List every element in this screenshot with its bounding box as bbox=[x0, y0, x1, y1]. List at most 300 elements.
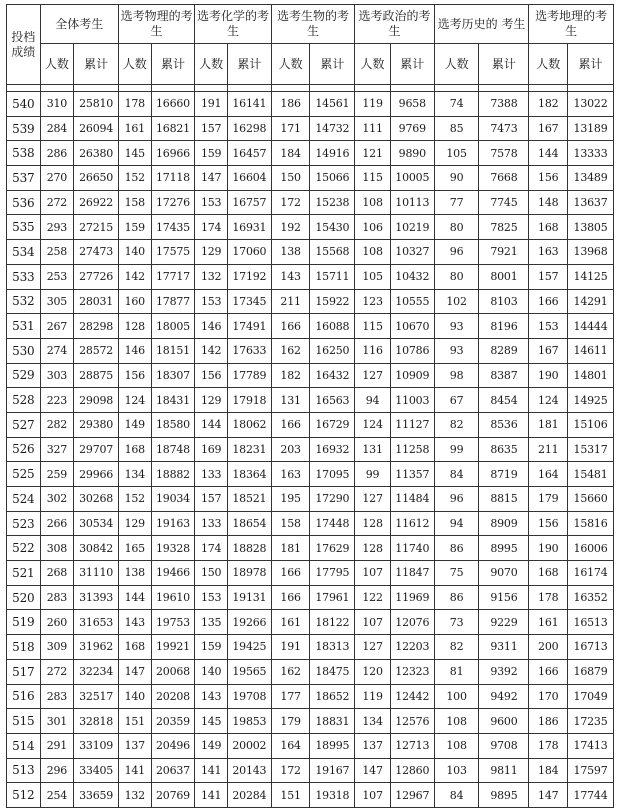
cumulative-cell: 17235 bbox=[568, 709, 614, 734]
cumulative-cell: 9895 bbox=[479, 783, 529, 808]
count-cell: 120 bbox=[355, 659, 391, 684]
count-cell: 167 bbox=[529, 116, 568, 141]
cumulative-cell: 18313 bbox=[310, 635, 355, 660]
sub-header-cumulative: 累计 bbox=[74, 44, 119, 85]
cumulative-cell: 7668 bbox=[479, 166, 529, 191]
count-cell: 161 bbox=[529, 610, 568, 635]
count-cell: 157 bbox=[529, 264, 568, 289]
count-cell: 124 bbox=[119, 388, 152, 413]
cumulative-cell: 12860 bbox=[390, 758, 434, 783]
table-row bbox=[7, 462, 614, 487]
count-cell: 107 bbox=[355, 610, 391, 635]
cumulative-cell: 27473 bbox=[74, 240, 119, 265]
group-header-politics: 选考政治的考生 bbox=[355, 5, 434, 44]
cumulative-cell: 10005 bbox=[390, 166, 434, 191]
count-cell: 167 bbox=[529, 338, 568, 363]
count-cell: 211 bbox=[271, 289, 310, 314]
count-cell: 309 bbox=[40, 635, 74, 660]
count-cell: 156 bbox=[195, 363, 228, 388]
cumulative-cell: 11740 bbox=[390, 536, 434, 561]
cumulative-cell: 14291 bbox=[568, 289, 614, 314]
count-cell: 135 bbox=[195, 610, 228, 635]
count-cell: 158 bbox=[271, 511, 310, 536]
cumulative-cell: 32517 bbox=[74, 684, 119, 709]
count-cell: 152 bbox=[119, 166, 152, 191]
count-cell: 147 bbox=[119, 659, 152, 684]
count-cell: 140 bbox=[119, 240, 152, 265]
score-cell: 540 bbox=[7, 92, 41, 117]
cumulative-cell: 8635 bbox=[479, 437, 529, 462]
cumulative-cell: 12713 bbox=[390, 733, 434, 758]
cumulative-cell: 20637 bbox=[151, 758, 195, 783]
cumulative-cell: 19167 bbox=[310, 758, 355, 783]
score-header: 投档成绩 bbox=[7, 5, 41, 85]
table-row bbox=[7, 388, 614, 413]
table-row bbox=[7, 338, 614, 363]
cumulative-cell: 7921 bbox=[479, 240, 529, 265]
cumulative-cell: 17597 bbox=[568, 758, 614, 783]
cumulative-cell: 17918 bbox=[227, 388, 271, 413]
count-cell: 157 bbox=[195, 487, 228, 512]
cumulative-cell: 19163 bbox=[151, 511, 195, 536]
count-cell: 181 bbox=[271, 536, 310, 561]
count-cell: 84 bbox=[434, 462, 479, 487]
count-cell: 178 bbox=[119, 92, 152, 117]
cumulative-cell: 10219 bbox=[390, 215, 434, 240]
count-cell: 124 bbox=[529, 388, 568, 413]
cumulative-cell: 20068 bbox=[151, 659, 195, 684]
score-cell: 527 bbox=[7, 412, 41, 437]
cumulative-cell: 19034 bbox=[151, 487, 195, 512]
count-cell: 144 bbox=[529, 141, 568, 166]
count-cell: 166 bbox=[271, 585, 310, 610]
count-cell: 149 bbox=[195, 733, 228, 758]
count-cell: 192 bbox=[271, 215, 310, 240]
cumulative-cell: 29966 bbox=[74, 462, 119, 487]
cumulative-cell: 32234 bbox=[74, 659, 119, 684]
count-cell: 108 bbox=[355, 240, 391, 265]
count-cell: 184 bbox=[529, 758, 568, 783]
cumulative-cell: 26922 bbox=[74, 190, 119, 215]
count-cell: 153 bbox=[195, 289, 228, 314]
sub-header-count: 人数 bbox=[434, 44, 479, 85]
cumulative-cell: 18978 bbox=[227, 561, 271, 586]
count-cell: 149 bbox=[119, 412, 152, 437]
cumulative-cell: 17789 bbox=[227, 363, 271, 388]
cumulative-cell: 32818 bbox=[74, 709, 119, 734]
table-row bbox=[7, 215, 614, 240]
table-row bbox=[7, 412, 614, 437]
cumulative-cell: 15711 bbox=[310, 264, 355, 289]
score-cell: 537 bbox=[7, 166, 41, 191]
cumulative-cell: 31962 bbox=[74, 635, 119, 660]
cumulative-cell: 11969 bbox=[390, 585, 434, 610]
count-cell: 159 bbox=[119, 215, 152, 240]
table-row bbox=[7, 437, 614, 462]
cumulative-cell: 10909 bbox=[390, 363, 434, 388]
count-cell: 260 bbox=[40, 610, 74, 635]
cumulative-cell: 15816 bbox=[568, 511, 614, 536]
score-cell: 529 bbox=[7, 363, 41, 388]
count-cell: 150 bbox=[271, 166, 310, 191]
score-cell: 523 bbox=[7, 511, 41, 536]
cumulative-cell: 20359 bbox=[151, 709, 195, 734]
count-cell: 146 bbox=[119, 338, 152, 363]
cumulative-cell: 9229 bbox=[479, 610, 529, 635]
cumulative-cell: 13189 bbox=[568, 116, 614, 141]
cumulative-cell: 9658 bbox=[390, 92, 434, 117]
count-cell: 168 bbox=[529, 215, 568, 240]
cumulative-cell: 13805 bbox=[568, 215, 614, 240]
count-cell: 182 bbox=[271, 363, 310, 388]
cumulative-cell: 8719 bbox=[479, 462, 529, 487]
count-cell: 151 bbox=[271, 783, 310, 808]
count-cell: 137 bbox=[355, 733, 391, 758]
sub-header-cumulative: 累计 bbox=[151, 44, 195, 85]
count-cell: 184 bbox=[271, 141, 310, 166]
count-cell: 94 bbox=[355, 388, 391, 413]
cumulative-cell: 16432 bbox=[310, 363, 355, 388]
cumulative-cell: 11003 bbox=[390, 388, 434, 413]
score-cell: 535 bbox=[7, 215, 41, 240]
count-cell: 81 bbox=[434, 659, 479, 684]
count-cell: 86 bbox=[434, 585, 479, 610]
cumulative-cell: 13333 bbox=[568, 141, 614, 166]
count-cell: 190 bbox=[529, 536, 568, 561]
cumulative-cell: 9156 bbox=[479, 585, 529, 610]
count-cell: 327 bbox=[40, 437, 74, 462]
cumulative-cell: 28031 bbox=[74, 289, 119, 314]
count-cell: 274 bbox=[40, 338, 74, 363]
count-cell: 96 bbox=[434, 240, 479, 265]
cumulative-cell: 17095 bbox=[310, 462, 355, 487]
count-cell: 301 bbox=[40, 709, 74, 734]
cumulative-cell: 11484 bbox=[390, 487, 434, 512]
count-cell: 267 bbox=[40, 314, 74, 339]
sub-header-cumulative: 累计 bbox=[310, 44, 355, 85]
cumulative-cell: 17118 bbox=[151, 166, 195, 191]
cumulative-cell: 18831 bbox=[310, 709, 355, 734]
cumulative-cell: 28572 bbox=[74, 338, 119, 363]
count-cell: 160 bbox=[119, 289, 152, 314]
count-cell: 119 bbox=[355, 92, 391, 117]
count-cell: 164 bbox=[529, 462, 568, 487]
count-cell: 195 bbox=[271, 487, 310, 512]
table-row bbox=[7, 92, 614, 117]
count-cell: 174 bbox=[195, 215, 228, 240]
cumulative-cell: 17961 bbox=[310, 585, 355, 610]
cumulative-cell: 18062 bbox=[227, 412, 271, 437]
count-cell: 144 bbox=[119, 585, 152, 610]
count-cell: 99 bbox=[355, 462, 391, 487]
count-cell: 293 bbox=[40, 215, 74, 240]
cumulative-cell: 16729 bbox=[310, 412, 355, 437]
count-cell: 161 bbox=[271, 610, 310, 635]
count-cell: 108 bbox=[355, 190, 391, 215]
count-cell: 115 bbox=[355, 314, 391, 339]
count-cell: 138 bbox=[119, 561, 152, 586]
count-cell: 127 bbox=[355, 635, 391, 660]
count-cell: 168 bbox=[529, 561, 568, 586]
cumulative-cell: 29380 bbox=[74, 412, 119, 437]
sub-header-count: 人数 bbox=[40, 44, 74, 85]
count-cell: 166 bbox=[529, 659, 568, 684]
group-header-biology: 选考生物的考生 bbox=[271, 5, 355, 44]
cumulative-cell: 18521 bbox=[227, 487, 271, 512]
count-cell: 308 bbox=[40, 536, 74, 561]
cumulative-cell: 9311 bbox=[479, 635, 529, 660]
count-cell: 80 bbox=[434, 264, 479, 289]
cumulative-cell: 19131 bbox=[227, 585, 271, 610]
cumulative-cell: 9811 bbox=[479, 758, 529, 783]
cumulative-cell: 18307 bbox=[151, 363, 195, 388]
cumulative-cell: 17448 bbox=[310, 511, 355, 536]
count-cell: 305 bbox=[40, 289, 74, 314]
count-cell: 138 bbox=[271, 240, 310, 265]
cumulative-cell: 17290 bbox=[310, 487, 355, 512]
cumulative-cell: 18654 bbox=[227, 511, 271, 536]
cumulative-cell: 17413 bbox=[568, 733, 614, 758]
cumulative-cell: 28875 bbox=[74, 363, 119, 388]
count-cell: 186 bbox=[529, 709, 568, 734]
cumulative-cell: 8001 bbox=[479, 264, 529, 289]
count-cell: 159 bbox=[195, 635, 228, 660]
cumulative-cell: 18431 bbox=[151, 388, 195, 413]
count-cell: 122 bbox=[355, 585, 391, 610]
cumulative-cell: 18748 bbox=[151, 437, 195, 462]
count-cell: 163 bbox=[529, 240, 568, 265]
cumulative-cell: 10670 bbox=[390, 314, 434, 339]
count-cell: 73 bbox=[434, 610, 479, 635]
count-cell: 186 bbox=[271, 92, 310, 117]
count-cell: 103 bbox=[434, 758, 479, 783]
count-cell: 77 bbox=[434, 190, 479, 215]
count-cell: 102 bbox=[434, 289, 479, 314]
count-cell: 177 bbox=[271, 684, 310, 709]
cumulative-cell: 9769 bbox=[390, 116, 434, 141]
cumulative-cell: 27215 bbox=[74, 215, 119, 240]
count-cell: 86 bbox=[434, 536, 479, 561]
cumulative-cell: 16931 bbox=[227, 215, 271, 240]
cumulative-cell: 16563 bbox=[310, 388, 355, 413]
cumulative-cell: 17717 bbox=[151, 264, 195, 289]
cumulative-cell: 15922 bbox=[310, 289, 355, 314]
table-row bbox=[7, 314, 614, 339]
count-cell: 107 bbox=[355, 783, 391, 808]
count-cell: 119 bbox=[355, 684, 391, 709]
cumulative-cell: 26380 bbox=[74, 141, 119, 166]
cumulative-cell: 17575 bbox=[151, 240, 195, 265]
count-cell: 85 bbox=[434, 116, 479, 141]
count-cell: 254 bbox=[40, 783, 74, 808]
cumulative-cell: 14125 bbox=[568, 264, 614, 289]
cumulative-cell: 10786 bbox=[390, 338, 434, 363]
cumulative-cell: 14916 bbox=[310, 141, 355, 166]
count-cell: 128 bbox=[355, 536, 391, 561]
cumulative-cell: 16298 bbox=[227, 116, 271, 141]
cumulative-cell: 7825 bbox=[479, 215, 529, 240]
sub-header-cumulative: 累计 bbox=[479, 44, 529, 85]
count-cell: 152 bbox=[119, 487, 152, 512]
count-cell: 161 bbox=[119, 116, 152, 141]
table-body bbox=[7, 85, 614, 808]
cumulative-cell: 18151 bbox=[151, 338, 195, 363]
count-cell: 159 bbox=[195, 141, 228, 166]
count-cell: 153 bbox=[195, 585, 228, 610]
count-cell: 147 bbox=[195, 166, 228, 191]
count-cell: 296 bbox=[40, 758, 74, 783]
score-cell: 524 bbox=[7, 487, 41, 512]
table-row bbox=[7, 635, 614, 660]
cumulative-cell: 19565 bbox=[227, 659, 271, 684]
count-cell: 153 bbox=[195, 190, 228, 215]
count-cell: 124 bbox=[355, 412, 391, 437]
count-cell: 141 bbox=[119, 758, 152, 783]
count-cell: 171 bbox=[271, 116, 310, 141]
cumulative-cell: 14732 bbox=[310, 116, 355, 141]
count-cell: 134 bbox=[119, 462, 152, 487]
sub-header-count: 人数 bbox=[195, 44, 228, 85]
count-cell: 181 bbox=[529, 412, 568, 437]
cumulative-cell: 20143 bbox=[227, 758, 271, 783]
cumulative-cell: 28298 bbox=[74, 314, 119, 339]
table-row bbox=[7, 487, 614, 512]
cumulative-cell: 18005 bbox=[151, 314, 195, 339]
cumulative-cell: 19921 bbox=[151, 635, 195, 660]
count-cell: 98 bbox=[434, 363, 479, 388]
count-cell: 148 bbox=[529, 190, 568, 215]
cumulative-cell: 9600 bbox=[479, 709, 529, 734]
sub-header-cumulative: 累计 bbox=[568, 44, 614, 85]
count-cell: 266 bbox=[40, 511, 74, 536]
count-cell: 182 bbox=[529, 92, 568, 117]
table-row bbox=[7, 536, 614, 561]
count-cell: 121 bbox=[355, 141, 391, 166]
count-cell: 137 bbox=[119, 733, 152, 758]
score-cell: 513 bbox=[7, 758, 41, 783]
count-cell: 156 bbox=[119, 363, 152, 388]
count-cell: 142 bbox=[119, 264, 152, 289]
cumulative-cell: 12442 bbox=[390, 684, 434, 709]
group-header-geography: 选考地理的考生 bbox=[529, 5, 614, 44]
score-cell: 520 bbox=[7, 585, 41, 610]
count-cell: 123 bbox=[355, 289, 391, 314]
cumulative-cell: 11612 bbox=[390, 511, 434, 536]
cumulative-cell: 12323 bbox=[390, 659, 434, 684]
cumulative-cell: 16821 bbox=[151, 116, 195, 141]
cumulative-cell: 33405 bbox=[74, 758, 119, 783]
cumulative-cell: 7473 bbox=[479, 116, 529, 141]
score-cell: 528 bbox=[7, 388, 41, 413]
table-row bbox=[7, 240, 614, 265]
table-row bbox=[7, 363, 614, 388]
sub-header-row bbox=[7, 44, 614, 85]
count-cell: 151 bbox=[119, 709, 152, 734]
cumulative-cell: 14561 bbox=[310, 92, 355, 117]
sub-header-cumulative: 累计 bbox=[390, 44, 434, 85]
count-cell: 268 bbox=[40, 561, 74, 586]
cumulative-cell: 13489 bbox=[568, 166, 614, 191]
cumulative-cell: 14611 bbox=[568, 338, 614, 363]
group-header-history: 选考历史的 考生 bbox=[434, 5, 529, 44]
cumulative-cell: 30842 bbox=[74, 536, 119, 561]
cumulative-cell: 8995 bbox=[479, 536, 529, 561]
cumulative-cell: 17629 bbox=[310, 536, 355, 561]
table-row bbox=[7, 709, 614, 734]
cumulative-cell: 15066 bbox=[310, 166, 355, 191]
count-cell: 179 bbox=[529, 487, 568, 512]
cumulative-cell: 7745 bbox=[479, 190, 529, 215]
cumulative-cell: 18122 bbox=[310, 610, 355, 635]
count-cell: 141 bbox=[195, 783, 228, 808]
cumulative-cell: 31393 bbox=[74, 585, 119, 610]
count-cell: 272 bbox=[40, 659, 74, 684]
count-cell: 133 bbox=[195, 511, 228, 536]
cumulative-cell: 10327 bbox=[390, 240, 434, 265]
cumulative-cell: 27726 bbox=[74, 264, 119, 289]
cumulative-cell: 31110 bbox=[74, 561, 119, 586]
table-row bbox=[7, 561, 614, 586]
count-cell: 116 bbox=[355, 338, 391, 363]
table-row bbox=[7, 610, 614, 635]
cumulative-cell: 18828 bbox=[227, 536, 271, 561]
count-cell: 140 bbox=[119, 684, 152, 709]
count-cell: 191 bbox=[195, 92, 228, 117]
cumulative-cell: 15568 bbox=[310, 240, 355, 265]
cumulative-cell: 7578 bbox=[479, 141, 529, 166]
sub-header-count: 人数 bbox=[355, 44, 391, 85]
count-cell: 166 bbox=[271, 561, 310, 586]
cumulative-cell: 9392 bbox=[479, 659, 529, 684]
cumulative-cell: 9708 bbox=[479, 733, 529, 758]
count-cell: 169 bbox=[195, 437, 228, 462]
cumulative-cell: 26650 bbox=[74, 166, 119, 191]
count-cell: 168 bbox=[119, 635, 152, 660]
count-cell: 153 bbox=[529, 314, 568, 339]
count-cell: 162 bbox=[271, 338, 310, 363]
score-cell: 519 bbox=[7, 610, 41, 635]
cumulative-cell: 10113 bbox=[390, 190, 434, 215]
cumulative-cell: 20208 bbox=[151, 684, 195, 709]
count-cell: 127 bbox=[355, 363, 391, 388]
count-cell: 303 bbox=[40, 363, 74, 388]
count-cell: 179 bbox=[271, 709, 310, 734]
table-row bbox=[7, 659, 614, 684]
cumulative-cell: 18231 bbox=[227, 437, 271, 462]
score-cell: 518 bbox=[7, 635, 41, 660]
score-cell: 534 bbox=[7, 240, 41, 265]
cumulative-cell: 16457 bbox=[227, 141, 271, 166]
sub-header-cumulative: 累计 bbox=[227, 44, 271, 85]
cumulative-cell: 8387 bbox=[479, 363, 529, 388]
count-cell: 270 bbox=[40, 166, 74, 191]
cumulative-cell: 17049 bbox=[568, 684, 614, 709]
count-cell: 107 bbox=[355, 561, 391, 586]
count-cell: 134 bbox=[355, 709, 391, 734]
table-row bbox=[7, 758, 614, 783]
score-cell: 532 bbox=[7, 289, 41, 314]
count-cell: 108 bbox=[434, 709, 479, 734]
count-cell: 259 bbox=[40, 462, 74, 487]
score-cell: 526 bbox=[7, 437, 41, 462]
count-cell: 191 bbox=[271, 635, 310, 660]
count-cell: 283 bbox=[40, 585, 74, 610]
cumulative-cell: 17744 bbox=[568, 783, 614, 808]
cumulative-cell: 19328 bbox=[151, 536, 195, 561]
cumulative-cell: 17060 bbox=[227, 240, 271, 265]
cumulative-cell: 8289 bbox=[479, 338, 529, 363]
cumulative-cell: 10432 bbox=[390, 264, 434, 289]
